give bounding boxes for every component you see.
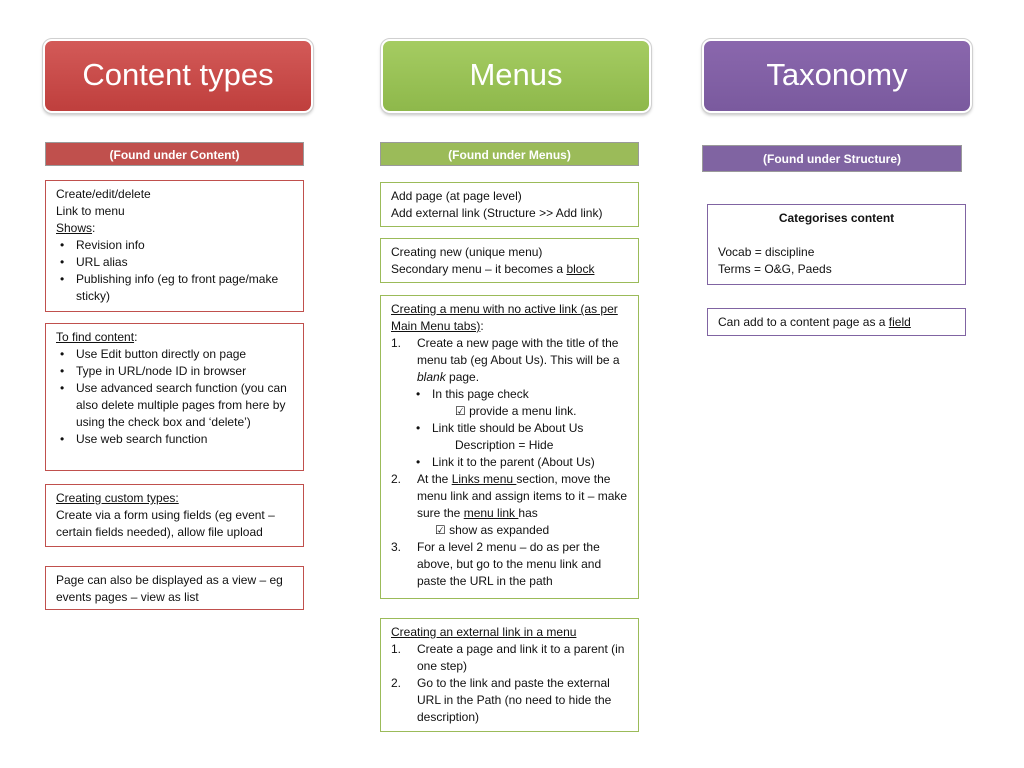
add-field-box <box>707 308 966 336</box>
menu-link-text: menu link <box>463 506 519 520</box>
field-link-text: field <box>888 315 911 329</box>
list-item: • Publishing info (eg to front page/make sticky) <box>56 271 293 305</box>
list-item: • Revision info <box>56 237 293 254</box>
menus-header: Menus <box>381 39 651 113</box>
custom-types-box <box>45 484 304 547</box>
custom-types-title: Creating custom types: <box>56 491 179 505</box>
found-under-content-label: (Found under Content) <box>45 142 304 166</box>
external-step-2 <box>391 675 628 726</box>
no-active-link-title-text: Creating a menu with no active link (as per Main Menu tabs) <box>391 302 618 333</box>
external-link-box <box>380 618 639 732</box>
no-active-link-box <box>380 295 639 599</box>
step-2-text-a: At the <box>417 472 452 486</box>
step-2 <box>391 471 628 522</box>
sub-step-1: • In this page check <box>391 386 628 403</box>
found-under-structure-label: (Found under Structure) <box>702 145 962 172</box>
new-menu-box <box>380 238 639 283</box>
step-1 <box>391 335 628 386</box>
list-item: • URL alias <box>56 254 293 271</box>
list-item: • Use advanced search function (you can also delete multiple pages from here by using the check box and ‘delete’) <box>56 380 293 431</box>
content-crud-box <box>45 180 304 312</box>
step-3-text: For a level 2 menu – do as per the above, but go to the menu link and paste the URL in the path <box>417 540 602 588</box>
add-external-link-line: Add external link (Structure >> Add link) <box>391 206 603 220</box>
terms-line: Terms = O&G, Paeds <box>718 262 832 276</box>
categorises-content-box <box>707 204 966 285</box>
sub-step-3: • Link it to the parent (About Us) <box>391 454 628 471</box>
find-content-label: To find content <box>56 330 135 344</box>
view-display-box <box>45 566 304 610</box>
step-3 <box>391 539 628 590</box>
step-1-number: 1. <box>391 336 402 350</box>
external-step-1 <box>391 641 628 675</box>
add-page-box <box>380 182 639 227</box>
categorises-content-title: Categorises content <box>778 211 895 225</box>
secondary-menu-line <box>391 261 628 278</box>
found-under-menus-label: (Found under Menus) <box>380 142 639 166</box>
add-field-line <box>718 314 955 331</box>
list-item: • Use Edit button directly on page <box>56 346 293 363</box>
taxonomy-header: Taxonomy <box>702 39 972 113</box>
crud-line: Create/edit/delete <box>56 187 151 201</box>
view-display-text: Page can also be displayed as a view – eg events pages – view as list <box>56 573 283 604</box>
blank-line <box>718 227 955 244</box>
step-2-text-b: section, move the menu link and assign items to it – make sure the <box>417 472 628 520</box>
step-3-number: 3. <box>391 540 402 554</box>
no-active-link-colon: : <box>480 319 484 333</box>
step-1-end: page. <box>445 370 480 384</box>
add-field-text: Can add to a content page as a <box>718 315 889 329</box>
shows-colon: : <box>92 221 96 235</box>
find-content-box <box>45 323 304 471</box>
external-link-title: Creating an external link in a menu <box>391 625 577 639</box>
sub-step-2: • Link title should be About Us <box>391 420 628 437</box>
secondary-menu-text: Secondary menu – it becomes a <box>391 262 567 276</box>
vocab-line: Vocab = discipline <box>718 245 815 259</box>
step-1-text: Create a new page with the title of the menu tab (eg About Us). This will be a <box>417 336 620 367</box>
no-active-link-title <box>391 301 628 335</box>
external-step-1-number: 1. <box>391 642 402 656</box>
step-2-text-c: has <box>518 506 538 520</box>
custom-types-text: Create via a form using fields (eg event – certain fields needed), allow file upload <box>56 508 275 539</box>
list-item: • Use web search function <box>56 431 293 448</box>
list-item: • Type in URL/node ID in browser <box>56 363 293 380</box>
step-1-italic: blank <box>417 370 446 384</box>
link-to-menu-line: Link to menu <box>56 204 125 218</box>
external-step-2-text: Go to the link and paste the external URL in the Path (no need to hide the description) <box>417 676 612 724</box>
shows-line <box>56 220 293 237</box>
step-2-number: 2. <box>391 472 402 486</box>
add-page-line: Add page (at page level) <box>391 189 522 203</box>
external-step-2-number: 2. <box>391 676 402 690</box>
block-link-text: block <box>566 262 595 276</box>
find-content-title <box>56 329 293 346</box>
shows-list <box>56 237 293 305</box>
links-menu-text: Links menu <box>451 472 517 486</box>
external-step-1-text: Create a page and link it to a parent (in one step) <box>417 642 625 673</box>
shows-label: Shows <box>56 221 93 235</box>
provide-menu-link-checkbox: ☑ provide a menu link. <box>455 404 577 418</box>
new-menu-line: Creating new (unique menu) <box>391 245 543 259</box>
show-as-expanded-checkbox: ☑ show as expanded <box>435 523 550 537</box>
find-content-colon: : <box>134 330 138 344</box>
description-hide-line: Description = Hide <box>455 438 554 452</box>
find-content-list <box>56 346 293 448</box>
content-types-header: Content types <box>43 39 313 113</box>
